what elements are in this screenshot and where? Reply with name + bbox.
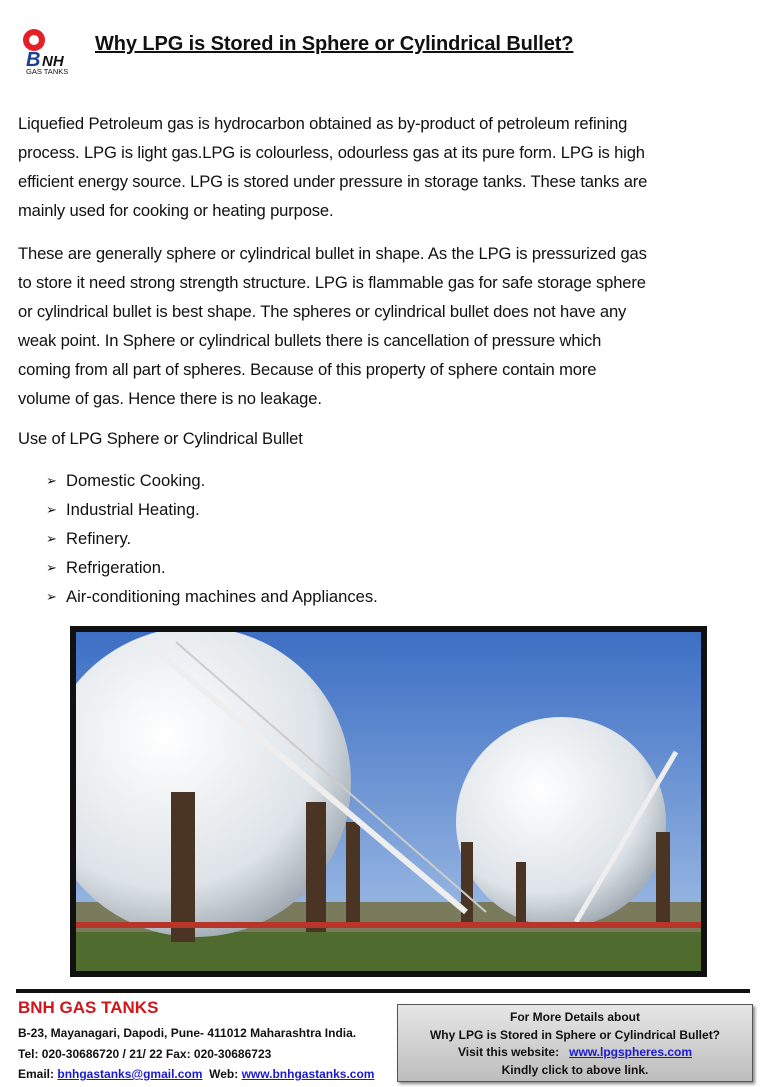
arrow-bullet-icon: ➢ xyxy=(46,560,57,575)
list-item-text: Domestic Cooking. xyxy=(66,471,206,490)
text-line: efficient energy source. LPG is stored under pressure in storage tanks. These tanks are xyxy=(18,172,648,191)
box-line: Kindly click to above link. xyxy=(501,1062,649,1077)
list-item xyxy=(46,466,378,495)
arrow-bullet-icon: ➢ xyxy=(46,531,57,546)
shape-paragraph xyxy=(18,239,748,413)
arrow-bullet-icon: ➢ xyxy=(46,589,57,604)
more-details-box xyxy=(397,1004,753,1082)
text-line: mainly used for cooking or heating purpose. xyxy=(18,201,334,220)
text-line: process. LPG is light gas.LPG is colourless, odourless gas at its pure form. LPG is high xyxy=(18,143,645,162)
uses-heading: Use of LPG Sphere or Cylindrical Bullet xyxy=(18,429,303,448)
footer-company: BNH GAS TANKS xyxy=(18,998,159,1017)
list-item-text: Industrial Heating. xyxy=(66,500,200,519)
box-line: Why LPG is Stored in Sphere or Cylindrical Bullet? xyxy=(429,1027,721,1042)
text-line: These are generally sphere or cylindrical bullet in shape. As the LPG is pressurized gas xyxy=(18,244,647,263)
web-label: Web: xyxy=(209,1067,239,1081)
list-item xyxy=(46,524,378,553)
arrow-bullet-icon: ➢ xyxy=(46,473,57,488)
footer-divider xyxy=(16,989,750,993)
list-item xyxy=(46,582,378,611)
lpg-spheres-photo xyxy=(70,626,707,977)
svg-text:B: B xyxy=(26,49,41,71)
text-line: to store it need strong strength structure. LPG is flammable gas for safe storage sphere xyxy=(18,273,646,292)
website-link[interactable]: www.bnhgastanks.com xyxy=(241,1067,375,1081)
bnh-logo xyxy=(16,26,84,78)
text-line: coming from all part of spheres. Because of this property of sphere contain more xyxy=(18,360,597,379)
intro-paragraph xyxy=(18,109,748,225)
visit-label: Visit this website: xyxy=(457,1045,560,1059)
page-title: Why LPG is Stored in Sphere or Cylindrical Bullet? xyxy=(95,33,574,55)
list-item-text: Air-conditioning machines and Appliances. xyxy=(66,587,378,606)
svg-text:NH: NH xyxy=(42,53,64,70)
uses-list xyxy=(46,466,378,611)
text-line: volume of gas. Hence there is no leakage. xyxy=(18,389,322,408)
text-line: weak point. In Sphere or cylindrical bullets there is cancellation of pressure which xyxy=(18,331,602,350)
list-item-text: Refrigeration. xyxy=(66,558,166,577)
svg-text:GAS TANKS: GAS TANKS xyxy=(26,67,69,76)
text-line: or cylindrical bullet is best shape. The spheres or cylindrical bullet does not have any xyxy=(18,302,627,321)
list-item-text: Refinery. xyxy=(66,529,132,548)
box-visit-line xyxy=(398,1044,752,1062)
email-label: Email: xyxy=(18,1067,55,1081)
footer-address: B-23, Mayanagari, Dapodi, Pune- 411012 Maharashtra India. xyxy=(18,1026,357,1040)
text-line: Liquefied Petroleum gas is hydrocarbon obtained as by-product of petroleum refining xyxy=(18,114,628,133)
lpgspheres-link[interactable]: www.lpgspheres.com xyxy=(569,1045,693,1059)
footer-phone: Tel: 020-30686720 / 21/ 22 Fax: 020-30686723 xyxy=(18,1047,272,1061)
list-item xyxy=(46,495,378,524)
arrow-bullet-icon: ➢ xyxy=(46,502,57,517)
box-line: For More Details about xyxy=(509,1010,640,1024)
email-link[interactable]: bnhgastanks@gmail.com xyxy=(57,1067,203,1081)
list-item xyxy=(46,553,378,582)
footer-contact xyxy=(18,1067,374,1081)
